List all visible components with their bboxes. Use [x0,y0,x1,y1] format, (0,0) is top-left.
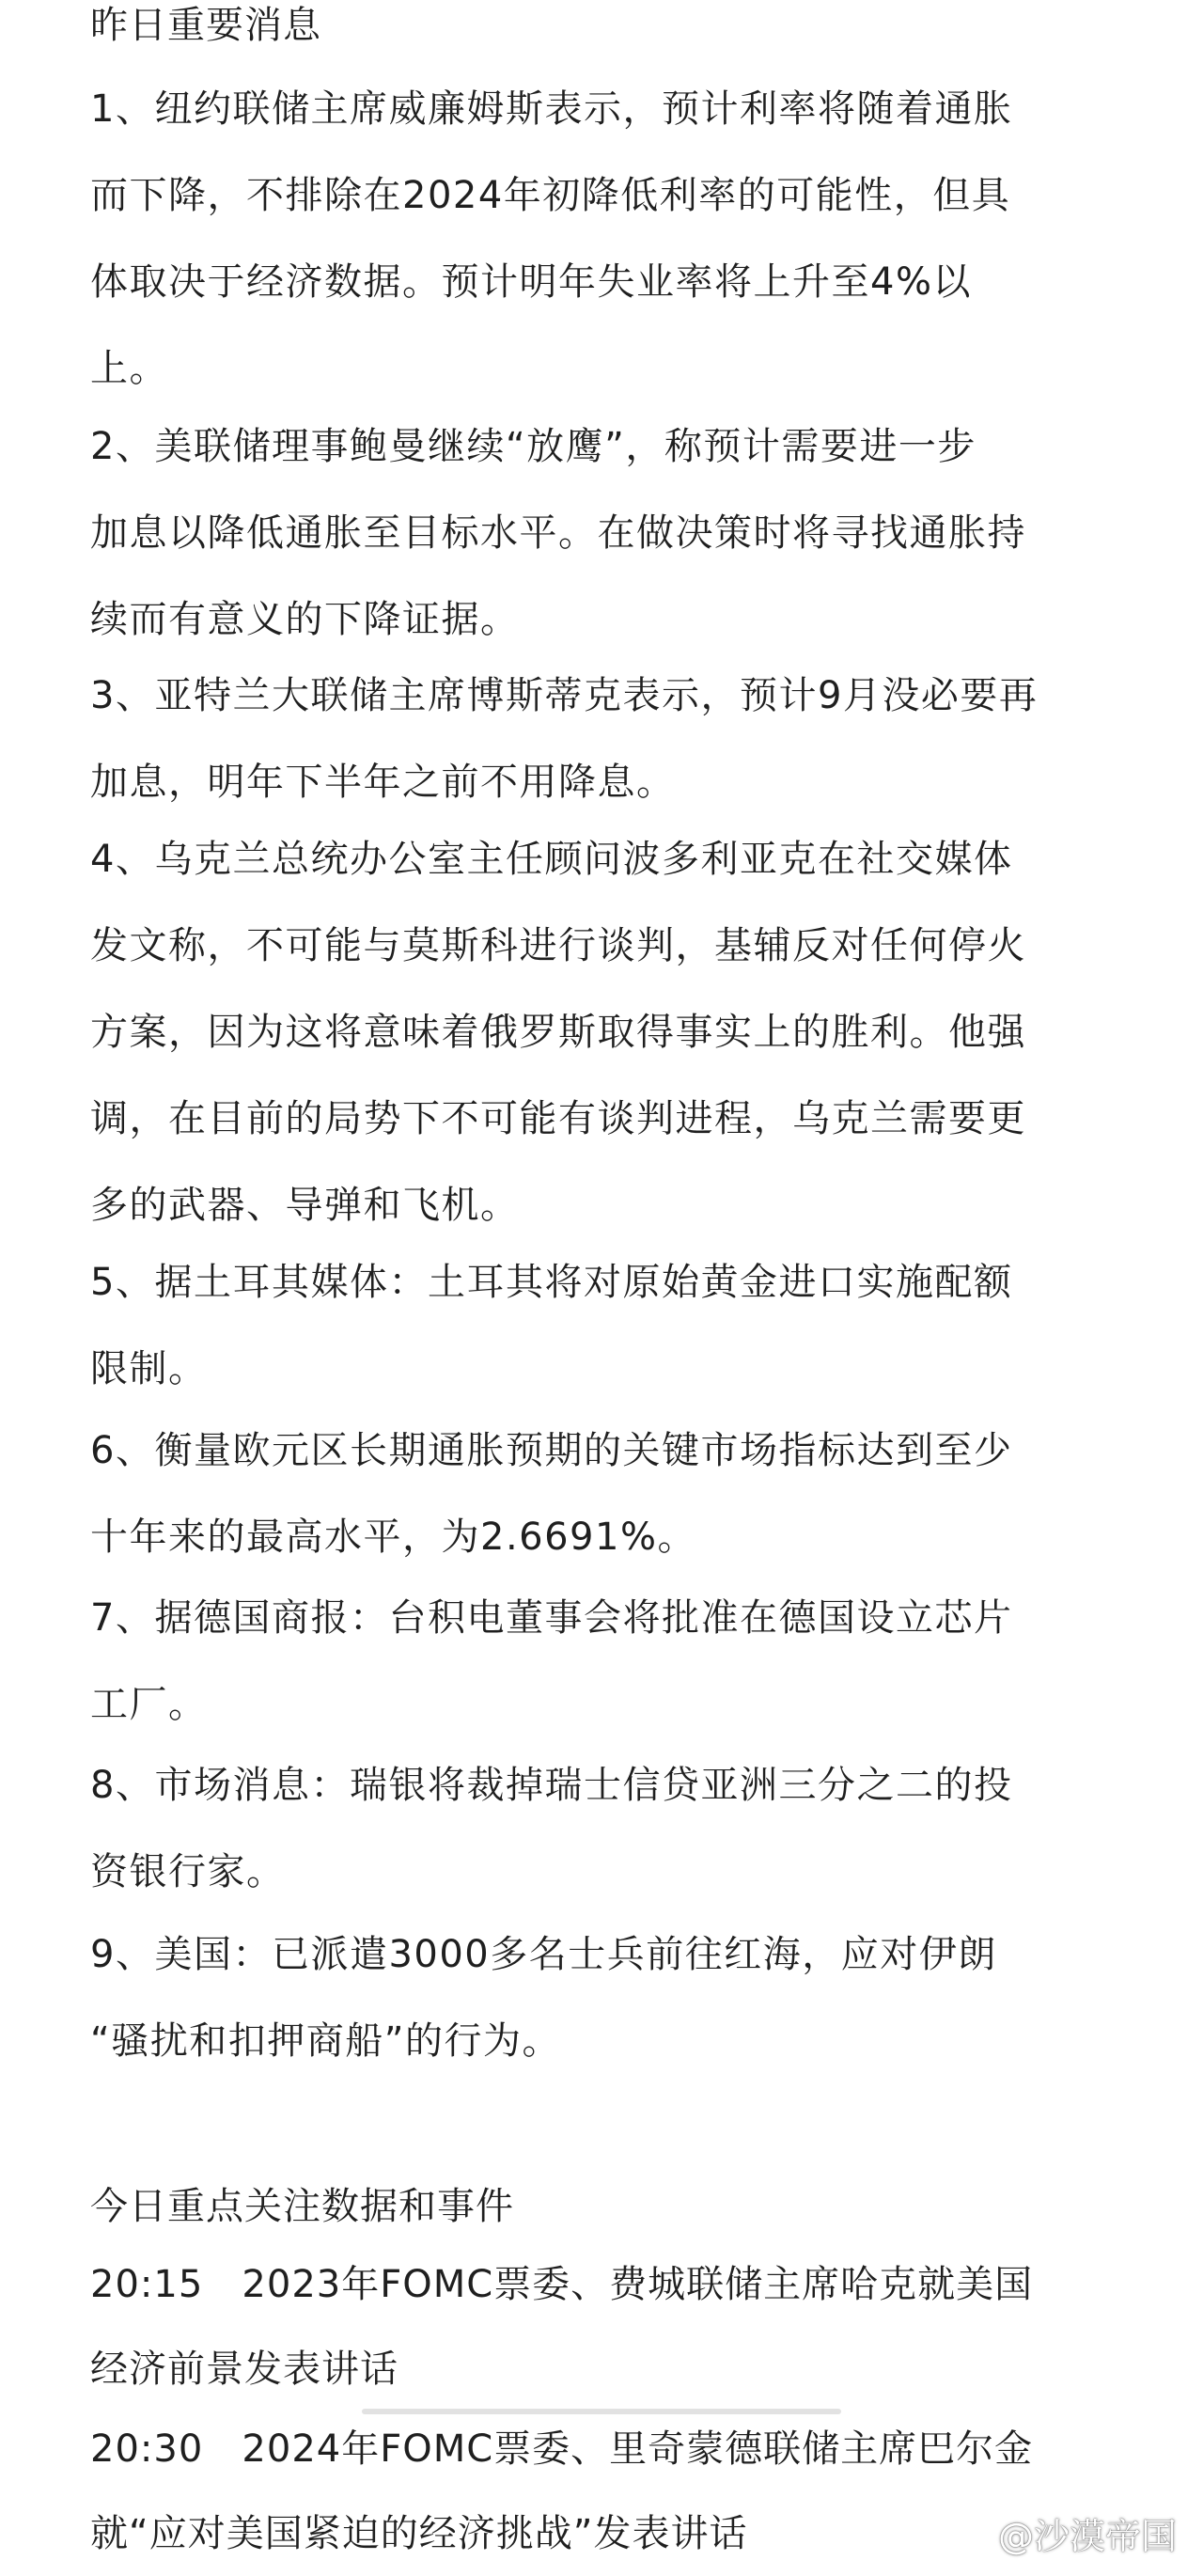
item-line: 调，在目前的局势下不可能有谈判进程，乌克兰需要更 [90,1097,1026,1140]
item-line: 6、衡量欧元区长期通胀预期的关键市场指标达到至少 [90,1429,1013,1472]
scroll-indicator[interactable] [362,2409,841,2414]
item-line: 3、亚特兰大联储主席博斯蒂克表示，预计9月没必要再 [90,674,1039,717]
event-line: 就“应对美国紧迫的经济挑战”发表讲话 [90,2512,748,2555]
item-line: 体取决于经济数据。预计明年失业率将上升至4%以 [90,260,972,304]
news-item-6 [90,1407,1115,1580]
item-line: 限制。 [90,1347,208,1390]
item-line: 续而有意义的下降证据。 [90,598,520,641]
section-title-today: 今日重点关注数据和事件 [90,2185,514,2228]
item-line: 4、乌克兰总统办公室主任顾问波多利亚克在社交媒体 [90,838,1013,881]
event-line: 20:30 2024年FOMC票委、里奇蒙德联储主席巴尔金 [90,2427,1034,2471]
event-item-1 [90,2242,1115,2411]
section-title-yesterday: 昨日重要消息 [90,4,321,47]
item-line: 资银行家。 [90,1850,286,1893]
item-line: 5、据土耳其媒体：土耳其将对原始黄金进口实施配额 [90,1261,1013,1304]
news-item-5 [90,1239,1115,1412]
news-item-2 [90,403,1115,663]
item-line: 而下降，不排除在2024年初降低利率的可能性，但具 [90,174,1011,217]
item-line: 加息，明年下半年之前不用降息。 [90,761,676,804]
item-line: 9、美国：已派遣3000多名士兵前往红海，应对伊朗 [90,1933,997,1976]
weibo-watermark [955,2516,1177,2557]
item-line: 十年来的最高水平，为2.6691%。 [90,1516,696,1559]
event-line: 经济前景发表讲话 [90,2348,398,2391]
weibo-icon [955,2518,992,2555]
item-line: 多的武器、导弹和飞机。 [90,1184,520,1227]
item-line: 上。 [90,347,168,390]
news-item-3 [90,652,1115,825]
news-item-7 [90,1575,1115,1748]
item-line: 1、纽约联储主席威廉姆斯表示，预计利率将随着通胀 [90,87,1013,131]
event-line: 20:15 2023年FOMC票委、费城联储主席哈克就美国 [90,2263,1034,2306]
news-item-9 [90,1911,1115,2084]
item-line: 2、美联储理事鲍曼继续“放鹰”，称预计需要进一步 [90,425,976,468]
news-item-8 [90,1742,1115,1915]
item-line: “骚扰和扣押商船”的行为。 [90,2019,561,2063]
watermark-text: @沙漠帝国 [997,2516,1177,2557]
item-line: 发文称，不可能与莫斯科进行谈判，基辅反对任何停火 [90,924,1026,967]
item-line: 加息以降低通胀至目标水平。在做决策时将寻找通胀持 [90,511,1026,555]
item-line: 7、据德国商报：台积电董事会将批准在德国设立芯片 [90,1596,1013,1640]
item-line: 工厂。 [90,1683,208,1726]
item-line: 8、市场消息：瑞银将裁掉瑞士信贷亚洲三分之二的投 [90,1764,1013,1807]
item-line: 方案，因为这将意味着俄罗斯取得事实上的胜利。他强 [90,1011,1026,1054]
news-item-1 [90,66,1115,412]
news-item-4 [90,816,1115,1249]
